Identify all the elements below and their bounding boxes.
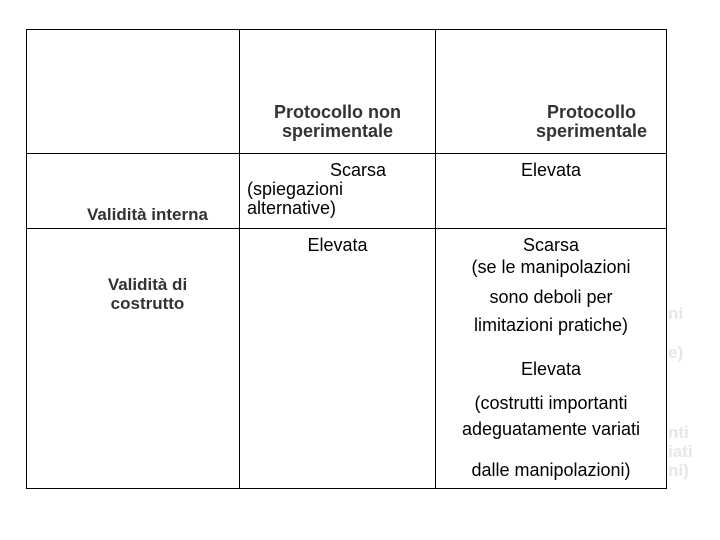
col-header-experimental-line1: Protocollo	[547, 102, 636, 122]
col-header-experimental-line2: sperimentale	[535, 121, 648, 141]
cell-construct-exp-line7: adeguatamente variati	[461, 419, 641, 439]
ghost-text-5: ni)	[668, 461, 689, 480]
row-header-internal-validity: Validità interna	[87, 205, 208, 224]
cell-construct-exp-line3: sono deboli per	[489, 287, 613, 307]
cell-construct-exp-line6: (costrutti importanti	[474, 393, 628, 413]
table-divider-header	[26, 153, 667, 154]
row-header-construct-line1: Validità di	[107, 275, 188, 294]
cell-construct-exp-line1: Scarsa	[522, 235, 580, 255]
table-border-right	[666, 29, 667, 489]
cell-internal-non-exp-line2: (spiegazioni	[247, 179, 344, 199]
col-header-non-experimental-line1: Protocollo non	[274, 102, 401, 122]
col-header-experimental	[474, 103, 709, 141]
cell-internal-non-exp-line1: Scarsa	[330, 160, 387, 180]
cell-construct-exp-line2: (se le manipolazioni	[471, 257, 631, 277]
cell-construct-exp-line5: Elevata	[520, 359, 582, 379]
cell-internal-non-exp-line3: alternative)	[247, 198, 337, 218]
cell-construct-exp-line8: dalle manipolazioni)	[471, 460, 631, 480]
cell-internal-exp: Elevata	[520, 160, 582, 180]
ghost-text-4: iati	[668, 442, 693, 461]
cell-construct-exp-line4: limitazioni pratiche)	[473, 315, 629, 335]
ghost-text-3: nti	[668, 423, 689, 442]
col-header-non-experimental	[240, 103, 435, 141]
col-header-non-experimental-line2: sperimentale	[281, 121, 394, 141]
cell-construct-non-exp: Elevata	[307, 235, 368, 255]
ghost-text-2: e)	[668, 343, 684, 362]
table-border-bottom	[26, 488, 667, 489]
table-border-top	[26, 29, 667, 30]
table-border-left	[26, 29, 27, 489]
table-divider-row	[26, 228, 667, 229]
ghost-text-1: ni	[668, 304, 684, 323]
table-divider-col1	[239, 29, 240, 489]
row-header-construct-line2: costrutto	[110, 294, 185, 313]
row-header-construct-validity	[50, 275, 245, 313]
